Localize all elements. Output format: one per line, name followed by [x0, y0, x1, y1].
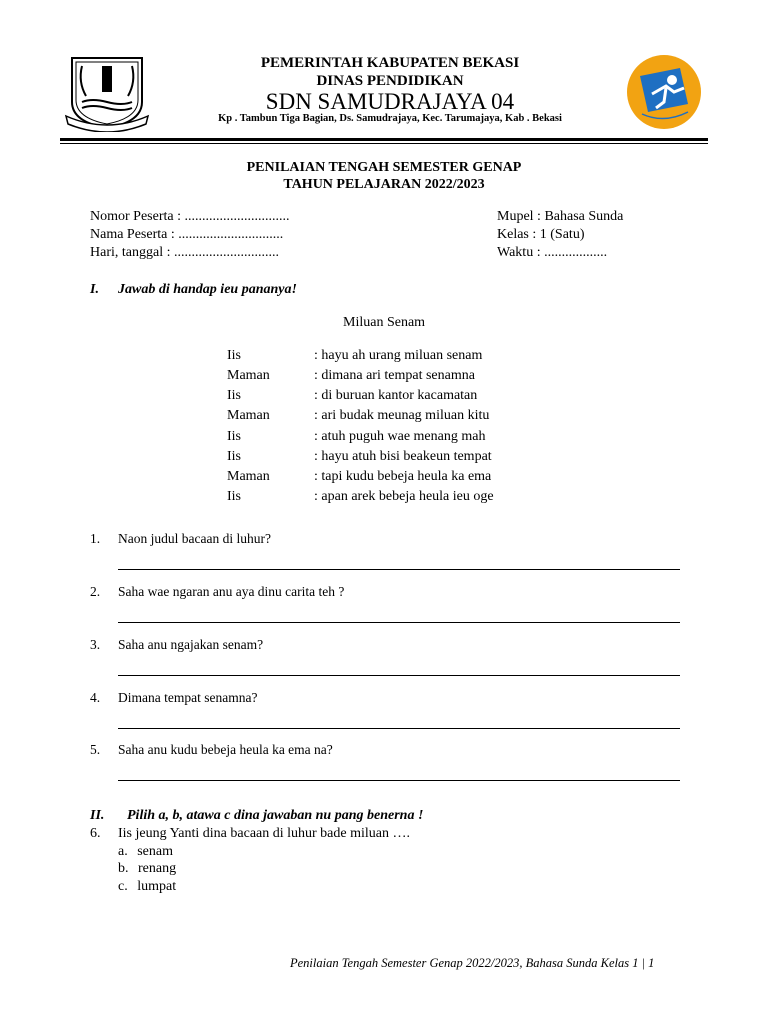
question-number: 3. — [90, 637, 101, 652]
option-text: senam — [137, 844, 173, 859]
answer-line[interactable] — [118, 780, 680, 781]
school-name: SDN SAMUDRAJAYA 04 — [265, 89, 515, 114]
dialog-line: : apan arek bebeja heula ieu oge — [314, 489, 494, 504]
school-address: Kp . Tambun Tiga Bagian, Ds. Samudrajaya, Kec. Tarumajaya, Kab . Bekasi — [218, 113, 562, 124]
dialog-speaker: Iis — [227, 429, 241, 444]
answer-line[interactable] — [118, 675, 680, 676]
answer-line[interactable] — [118, 622, 680, 623]
letterhead-rule-thick — [60, 138, 708, 141]
field-hari-tanggal[interactable]: Hari, tanggal : .............................. — [90, 245, 279, 260]
question-text: Iis jeung Yanti dina bacaan di luhur bade miluan …. — [118, 826, 410, 841]
dialog-line: : tapi kudu bebeja heula ka ema — [314, 469, 492, 484]
question-text: Saha anu ngajakan senam? — [118, 637, 264, 652]
question-text: Saha anu kudu bebeja heula ka ema na? — [118, 742, 333, 757]
section-1-heading: Jawab di handap ieu pananya! — [118, 282, 297, 297]
dialog-speaker: Iis — [227, 489, 241, 504]
page-footer: Penilaian Tengah Semester Genap 2022/2023, Bahasa Sunda Kelas 1 | 1 — [290, 956, 655, 970]
dialog-speaker: Iis — [227, 388, 241, 403]
dialog-speaker: Iis — [227, 449, 241, 464]
option-text: lumpat — [137, 879, 177, 894]
option-text: renang — [138, 861, 177, 876]
field-kelas: Kelas : 1 (Satu) — [497, 227, 585, 242]
question-text: Dimana tempat senamna? — [118, 690, 258, 705]
option-label: a. — [118, 844, 128, 859]
question-text: Saha wae ngaran anu aya dinu carita teh ? — [118, 584, 345, 599]
option-a[interactable] — [118, 845, 173, 859]
regency-crest-logo — [62, 52, 152, 132]
dialog-line: : ari budak meunag miluan kitu — [314, 408, 490, 423]
section-1-number: I. — [90, 282, 99, 297]
field-mupel: Mupel : Bahasa Sunda — [497, 209, 624, 224]
option-label: c. — [118, 879, 128, 894]
kurikulum-2013-logo — [626, 54, 702, 130]
dialog-line: : di buruan kantor kacamatan — [314, 388, 478, 403]
option-label: b. — [118, 861, 129, 876]
question-number: 4. — [90, 690, 101, 705]
dialog-speaker: Iis — [227, 348, 241, 363]
question-text: Naon judul bacaan di luhur? — [118, 531, 271, 546]
story-title: Miluan Senam — [343, 315, 426, 330]
dialog-line: : dimana ari tempat senamna — [314, 368, 475, 383]
answer-line[interactable] — [118, 728, 680, 729]
field-nomor-peserta[interactable]: Nomor Peserta : .............................. — [90, 209, 290, 224]
department-name: DINAS PENDIDIKAN — [316, 73, 464, 89]
section-2-number: II. — [90, 808, 105, 823]
field-waktu[interactable]: Waktu : .................. — [497, 245, 608, 260]
section-2-heading: Pilih a, b, atawa c dina jawaban nu pang benerna ! — [127, 808, 424, 823]
dialog-line: : hayu atuh bisi beakeun tempat — [314, 449, 492, 464]
government-name: PEMERINTAH KABUPATEN BEKASI — [260, 55, 520, 71]
question-number: 5. — [90, 742, 101, 757]
dialog-speaker: Maman — [227, 408, 270, 423]
letterhead-rule-thin — [60, 143, 708, 144]
dialog-speaker: Maman — [227, 469, 270, 484]
option-c[interactable] — [118, 880, 176, 894]
option-b[interactable] — [118, 862, 176, 876]
exam-title: PENILAIAN TENGAH SEMESTER GENAP — [246, 160, 522, 175]
exam-year: TAHUN PELAJARAN 2022/2023 — [283, 177, 485, 192]
question-number: 6. — [90, 826, 101, 841]
dialog-speaker: Maman — [227, 368, 270, 383]
question-number: 2. — [90, 584, 101, 599]
field-nama-peserta[interactable]: Nama Peserta : .............................. — [90, 227, 284, 242]
question-number: 1. — [90, 531, 101, 546]
dialog-line: : hayu ah urang miluan senam — [314, 348, 483, 363]
dialog-line: : atuh puguh wae menang mah — [314, 429, 486, 444]
answer-line[interactable] — [118, 569, 680, 570]
